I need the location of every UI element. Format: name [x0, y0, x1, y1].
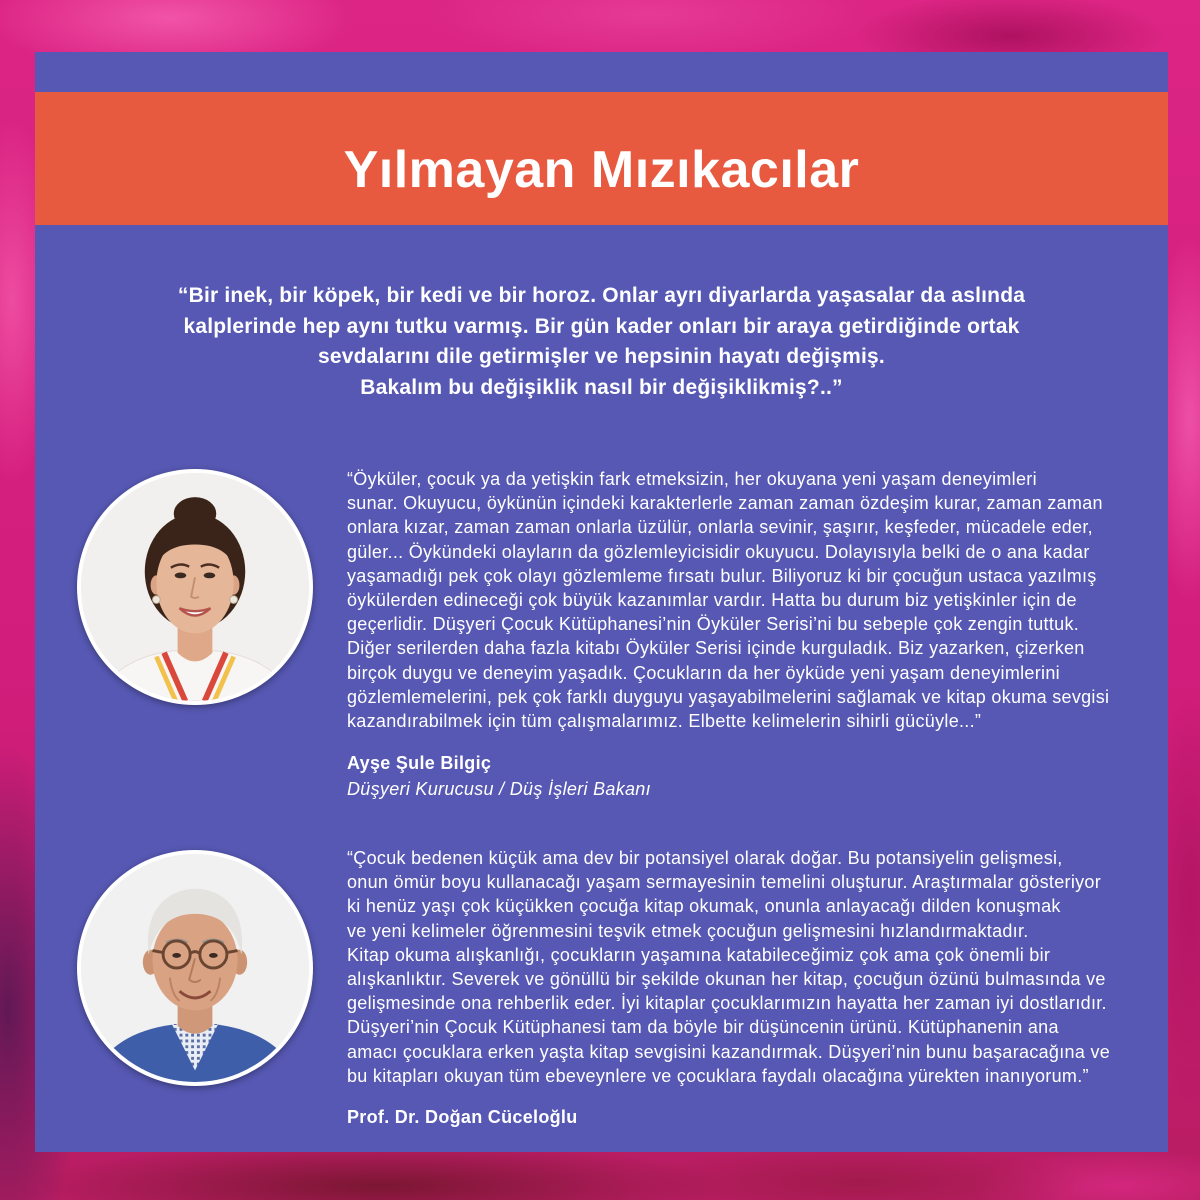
- eye-left: [172, 953, 181, 958]
- intro-quote-line: Bakalım bu değişiklik nasıl bir değişiklikmiş?..”: [360, 376, 843, 400]
- quote-line: alışkanlıktır. Severek ve gönüllü bir şekilde okunan her kitap, çocuğun özünü bulmasında ve: [347, 969, 1106, 990]
- quote-line: “Öyküler, çocuk ya da yetişkin fark etmeksizin, her okuyana yeni yaşam deneyimleri: [347, 469, 1037, 489]
- quote-line: gözlemlemelerini, pek çok farklı duyguyu yaşayabilmelerini sağlamak ve kitap okuma sevgisi: [347, 686, 1110, 707]
- testimonial-quote: [347, 846, 1110, 1088]
- quote-line: kazandırabilmek için tüm çalışmalarımız. Elbette kelimelerin sihirli gücüyle...”: [347, 711, 982, 732]
- eye-right: [209, 953, 218, 958]
- author-name: Ayşe Şule Bilgiç: [347, 753, 492, 773]
- testimonial-quote: [347, 467, 1109, 733]
- quote-line: onlara kızar, zaman zaman onlarla üzülür, onlarla sevinir, şaşırır, keşfeder, mücadele eder,: [347, 517, 1093, 538]
- quote-line: gelişmesinde ona rehberlik eder. İyi kitaplar çocuklarımızın hayatta her zaman iyi dostlarıdır.: [347, 993, 1107, 1014]
- quote-line: yaşamadığı pek çok olayı gözlemleme fırsatı bulur. Biliyoruz ki bir çocuğun ustaca yazılmış: [347, 565, 1097, 586]
- quote-line: “Çocuk bedenen küçük ama dev bir potansiyel olarak doğar. Bu potansiyelin gelişmesi,: [347, 848, 1063, 868]
- quote-line: öykülerden edineceği çok büyük kazanımlar vardır. Hatta bu durum biz yetişkinler için de: [347, 590, 1077, 611]
- quote-line: ki henüz yaşı çok küçükken çocuğa kitap okumak, onunla anlayacağı dilden konuşmak: [347, 896, 1061, 917]
- quote-line: bu kitapları okuyan tüm ebeveynlere ve çocuklara faydalı olacağına yürekten inanıyorum.”: [347, 1065, 1089, 1086]
- quote-line: birçok duygu ve deneyim yaşadık. Çocukların da her öyküde yeni yaşam deneyimlerini: [347, 662, 1060, 683]
- content-panel: [35, 52, 1168, 1152]
- quote-line: Düşyeri’nin Çocuk Kütüphanesi tam da böyle bir düşüncenin ürünü. Kütüphanenin ana: [347, 1017, 1059, 1038]
- quote-line: geçerlidir. Düşyeri Çocuk Kütüphanesi’nin Öyküler Serisi’ni bu sebeple çok zengin tuttuk.: [347, 614, 1080, 635]
- intro-quote-line: sevdalarını dile getirmişler ve hepsinin hayatı değişmiş.: [318, 345, 885, 369]
- earring-right: [230, 596, 238, 604]
- hair-bun: [174, 497, 217, 530]
- intro-quote-line: kalplerinde hep aynı tutku varmış. Bir gün kader onları bir araya getirdiğinde ortak: [183, 314, 1020, 338]
- author-photo-ayse-sule-bilgic: [77, 469, 313, 705]
- intro-quote: [35, 281, 1168, 404]
- intro-quote-line: “Bir inek, bir köpek, bir kedi ve bir horoz. Onlar ayrı diyarlarda yaşasalar da aslında: [177, 284, 1026, 307]
- quote-line: Kitap okuma alışkanlığı, çocukların yaşamına katabileceğimiz çok ama çok önemli bir: [347, 944, 1051, 965]
- portrait-woman: [81, 473, 309, 701]
- author-photo-dogan-cuceloglu: [77, 850, 313, 1086]
- quote-line: ve yeni kelimeler öğrenmesini teşvik etmek çocuğun gelişmesini hızlandırmaktadır.: [347, 920, 1029, 941]
- quote-line: sunar. Okuyucu, öykünün içindeki karakterlerle zaman zaman özdeşim kurar, zaman zaman: [347, 493, 1103, 514]
- page-title: Yılmayan Mızıkacılar: [343, 141, 860, 199]
- quote-line: onun ömür boyu kullanacağı yaşam sermayesinin temelini oluşturur. Araştırmalar gösteriyor: [347, 872, 1102, 893]
- quote-line: amacı çocuklara erken yaşta kitap sevgisini kazandırmak. Düşyeri’nin bunu başaracağına ve: [347, 1041, 1111, 1062]
- quote-line: Diğer serilerden daha fazla kitabı Öyküler Serisi içinde kurguladık. Biz yazarken, çizerken: [347, 638, 1085, 659]
- portrait-man: [81, 854, 309, 1082]
- eye-right: [204, 573, 216, 579]
- earring-left: [152, 596, 160, 604]
- quote-line: güler... Öykündeki olayların da gözlemleyicisidir okuyucu. Dolayısıyla belki de o ana kadar: [347, 541, 1090, 562]
- eye-left: [175, 573, 187, 579]
- author-role: Düşyeri Kurucusu / Düş İşleri Bakanı: [347, 779, 651, 799]
- author-name: Prof. Dr. Doğan Cüceloğlu: [347, 1107, 578, 1127]
- title-banner: [35, 92, 1168, 225]
